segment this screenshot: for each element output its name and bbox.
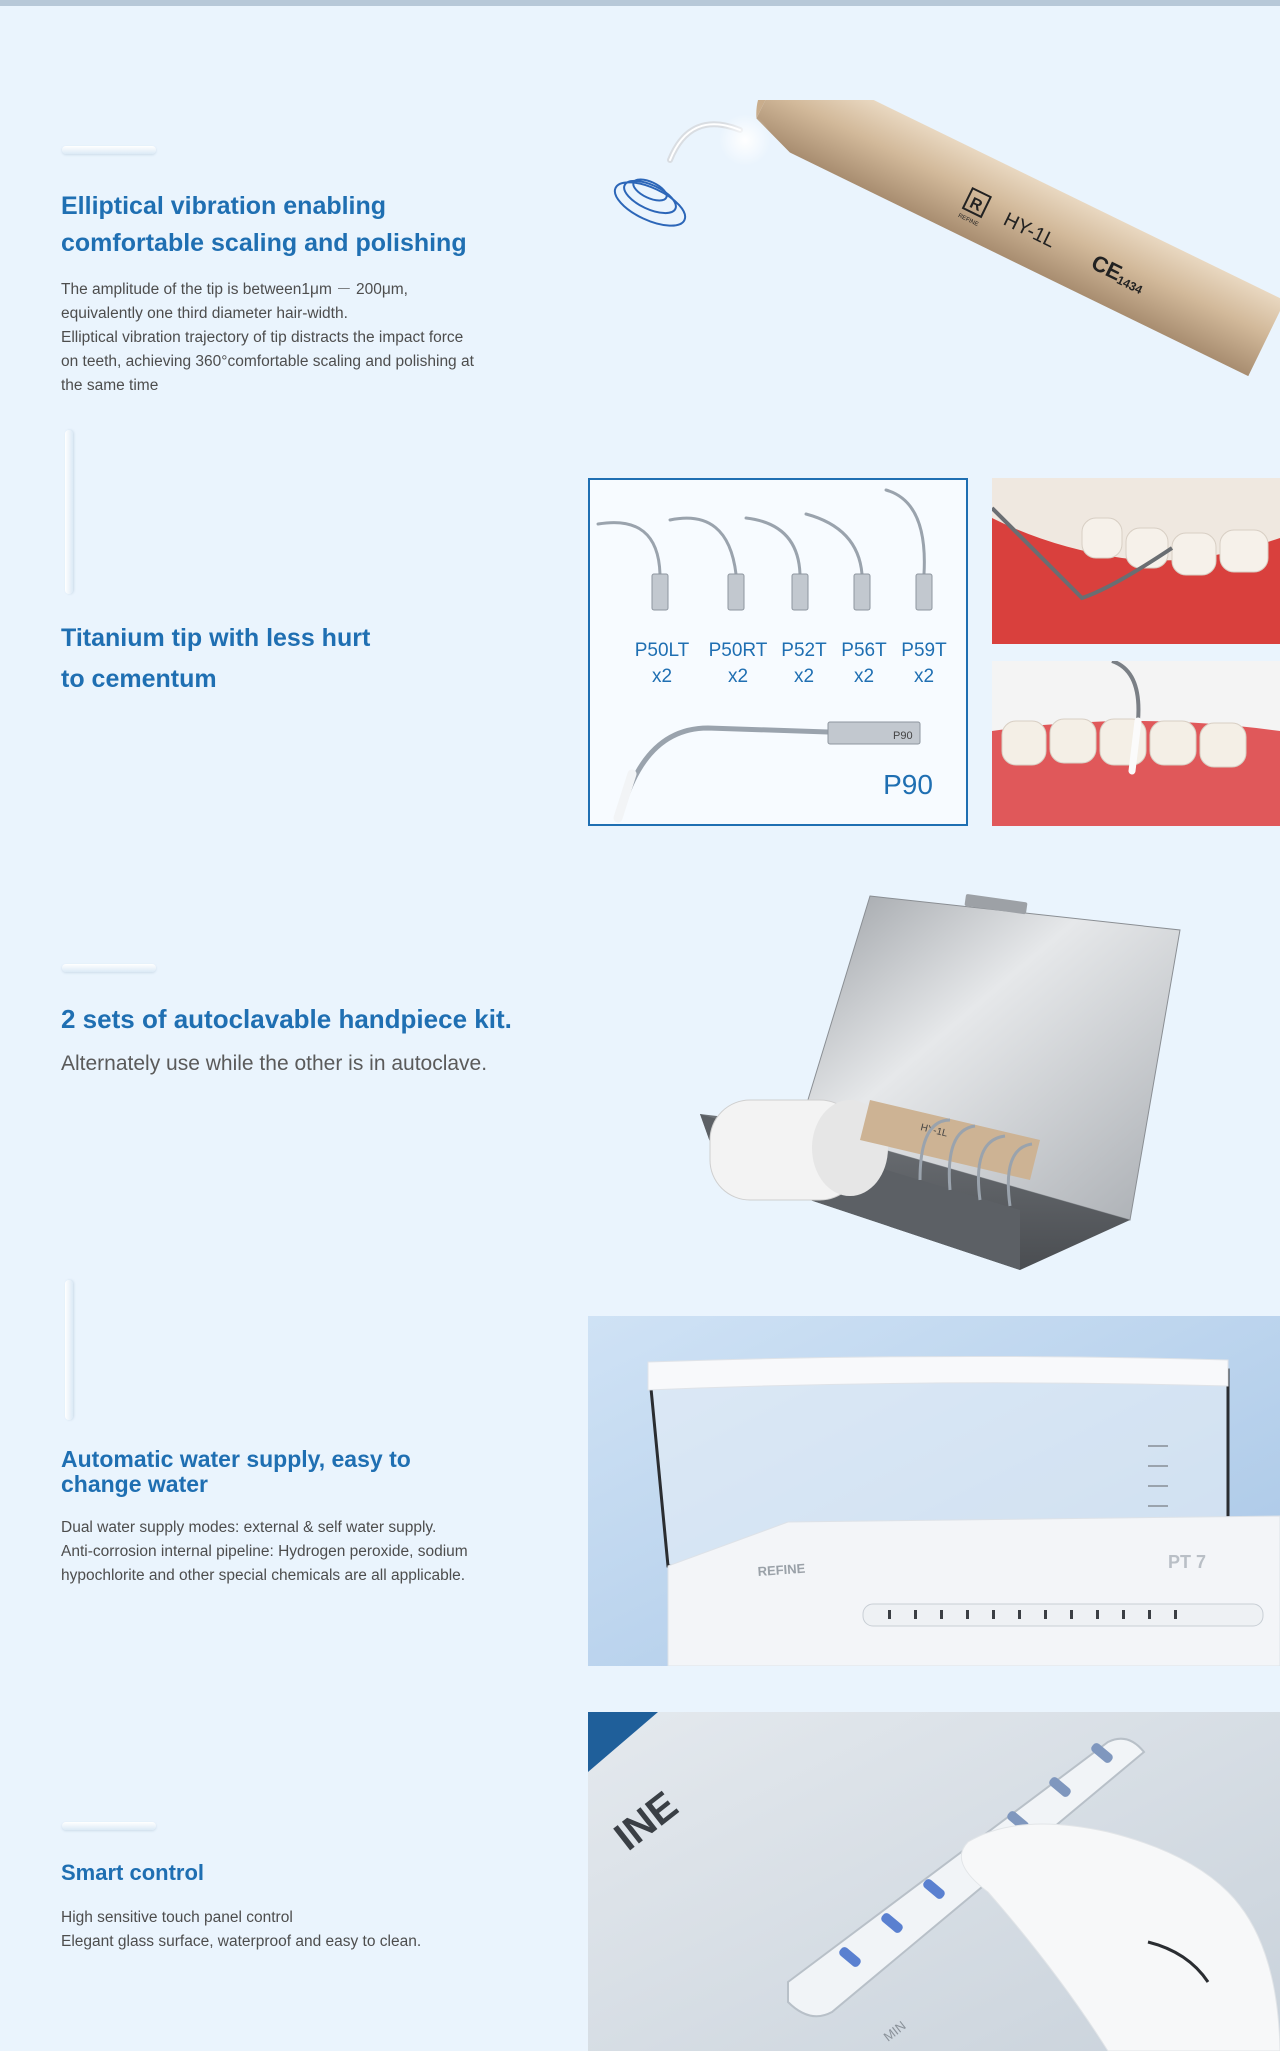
decor-bar (62, 1822, 156, 1830)
decor-bar (65, 1280, 73, 1420)
title-line: Automatic water supply, easy to (61, 1446, 411, 1472)
panel-brand-fragment: INE (606, 1783, 687, 1860)
handpiece-model: HY-1L (999, 208, 1059, 253)
description-line: Elliptical vibration trajectory of tip distracts the impact force (61, 329, 464, 346)
title-line: to cementum (61, 665, 217, 693)
touch-panel-image (588, 1712, 1280, 2051)
tip-name: P59T (901, 640, 947, 661)
logo-letter: R (966, 194, 985, 216)
decor-bar (65, 430, 73, 594)
description-line: Anti-corrosion internal pipeline: Hydrogen peroxide, sodium (61, 1543, 468, 1560)
description-line: the same time (61, 377, 159, 394)
tip-name: P50LT (634, 640, 690, 661)
panel-min-label: MIN (880, 2017, 909, 2045)
tip-quantity: x2 (913, 666, 935, 687)
section-title (61, 1447, 411, 1497)
section-description (61, 278, 474, 398)
ce-mark: CE (1087, 249, 1126, 286)
section-description (61, 1516, 468, 1588)
feature-tip-label: P90 (883, 769, 933, 800)
description-line: Dual water supply modes: external & self water supply. (61, 1519, 437, 1536)
kit-handpiece-label: HY-1L (919, 1122, 949, 1140)
title-line: Titanium tip with less hurt (61, 624, 371, 652)
tips-panel (588, 478, 968, 826)
section-smart-control (0, 1700, 1280, 2051)
section-description (61, 1906, 421, 1954)
logo-brand: REFINE (956, 213, 980, 229)
section-autoclavable-kit (0, 850, 1280, 1280)
title-line: comfortable scaling and polishing (61, 229, 467, 257)
tip-quantity: x2 (651, 666, 673, 687)
section-elliptical-vibration (0, 0, 1280, 430)
teeth-photo-bottom (992, 661, 1280, 826)
tip-engraving: P90 (893, 730, 913, 742)
section-water-supply (0, 1280, 1280, 1700)
title-line: Elliptical vibration enabling (61, 192, 387, 220)
section-titanium-tip (0, 430, 1280, 850)
section-title (61, 188, 467, 262)
description-line: Elegant glass surface, waterproof and easy to clean. (61, 1933, 422, 1950)
section-title: Smart control (61, 1860, 205, 1885)
water-tank-image (588, 1316, 1280, 1666)
vibration-rings-icon (609, 173, 691, 234)
handpiece-image (580, 100, 1280, 430)
tip-name: P50RT (708, 640, 768, 661)
description-line: The amplitude of the tip is between1μm － 200μm, (61, 281, 408, 298)
decor-bar (62, 146, 156, 154)
handpiece-kit-image (620, 890, 1220, 1280)
description-line: on teeth, achieving 360°comfortable scaling and polishing at (61, 353, 474, 370)
tip-name: P52T (781, 640, 827, 661)
description-line: equivalently one third diameter hair-width. (61, 305, 348, 322)
tip-quantity: x2 (727, 666, 749, 687)
tip-quantity: x2 (853, 666, 875, 687)
tip-name: P56T (841, 640, 887, 661)
tip-quantity: x2 (793, 666, 815, 687)
device-brand: REFINE (757, 1560, 806, 1579)
decor-bar (62, 964, 156, 972)
section-title: 2 sets of autoclavable handpiece kit. (61, 1004, 512, 1034)
section-title (61, 618, 370, 700)
title-line: change water (61, 1471, 208, 1497)
description-line: High sensitive touch panel control (61, 1909, 293, 1926)
section-subtitle: Alternately use while the other is in autoclave. (61, 1052, 488, 1075)
teeth-photo-top (992, 478, 1280, 644)
description-line: hypochlorite and other special chemicals are all applicable. (61, 1567, 466, 1584)
ce-number: 1434 (1114, 272, 1145, 298)
device-model: PT 7 (1168, 1552, 1207, 1572)
